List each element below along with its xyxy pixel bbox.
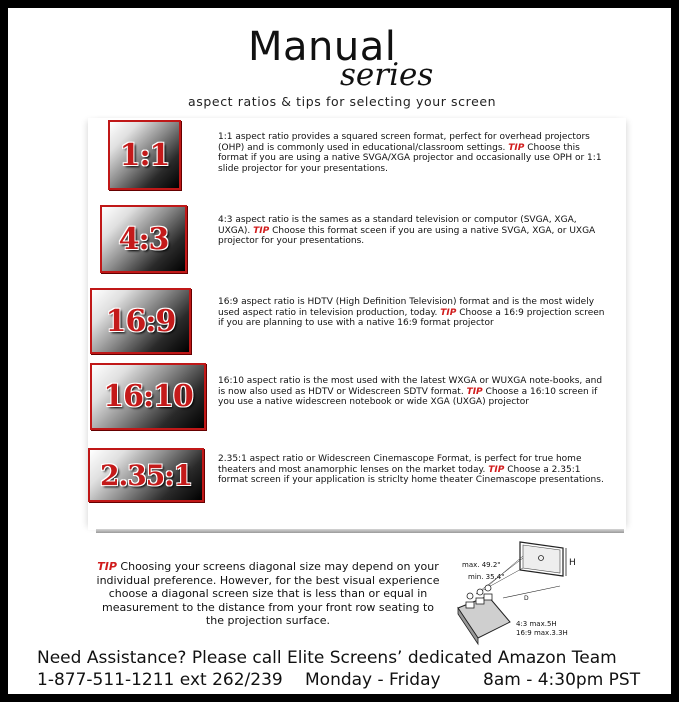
- tip-label: TIP: [253, 225, 270, 236]
- ratio-16-9-label: 16:9 max.3.3H: [516, 629, 568, 637]
- min-label: min. 35.4": [468, 573, 505, 581]
- distance-label: D: [524, 595, 529, 602]
- max-label: max. 49.2": [462, 561, 501, 569]
- screen-size-tip: [92, 560, 444, 628]
- page-title: Manual: [248, 24, 397, 70]
- ratio-description-4-3: [218, 215, 608, 247]
- badge-label: 2.35:1: [99, 458, 192, 492]
- badge-label: 16:10: [103, 379, 193, 414]
- ratio-text: 1:1 aspect ratio provides a squared screen format, perfect for overhead projectors (OHP) and is commonly used in educational/classroom settings.: [218, 132, 590, 153]
- tip-text: Choose this format if you are using a native SVGA/XGA projector and occasionally use OPH or 1:1 slide projector for your presentations.: [218, 142, 602, 174]
- badge-16-9: [90, 288, 191, 354]
- phone-number: 1-877-511-1211 ext 262/239: [37, 670, 283, 690]
- ratio-text: 2.35:1 aspect ratio or Widescreen Cinemascope Format, is perfect for true home theaters and most anamorphic lenses on the market today.: [218, 454, 582, 475]
- ratio-4-3-label: 4:3 max.5H: [516, 620, 557, 628]
- seating-distance-diagram-icon: [448, 538, 588, 648]
- badge-16-10: [90, 363, 206, 430]
- tip-label: TIP: [97, 560, 117, 573]
- badge-1-1: [108, 120, 181, 190]
- badge-4-3: [100, 205, 187, 273]
- business-hours: 8am - 4:30pm PST: [483, 670, 641, 690]
- manual-page: [8, 8, 671, 694]
- ratio-text: 16:10 aspect ratio is the most used with the latest WXGA or WUXGA note-books, and is now also used as HDTV or Widescreen SDTV format.: [218, 376, 603, 397]
- ratio-description-1-1: [218, 132, 608, 174]
- business-days: Monday - Friday: [305, 670, 441, 690]
- badge-2-35-1: [88, 448, 204, 502]
- ratio-description-2-35-1: [218, 454, 608, 486]
- assistance-line: Need Assistance? Please call Elite Screens’ dedicated Amazon Team: [37, 648, 617, 668]
- divider: [96, 529, 624, 533]
- series-script: series: [340, 57, 434, 93]
- ratio-description-16-9: [218, 297, 608, 329]
- ratio-description-16-10: [218, 376, 608, 408]
- tip-label: TIP: [488, 464, 505, 475]
- tip-text: Choosing your screens diagonal size may depend on your individual preference. However, for the best visual experience choose a diagonal screen size that is less than or equal in measurement to the distance from your front row seating to the projection surface.: [96, 560, 440, 627]
- tip-text: Choose this format sceen if you are using a native SVGA, XGA, or UXGA projector for your presentations.: [218, 225, 596, 247]
- page-subtitle: aspect ratios & tips for selecting your screen: [188, 94, 497, 109]
- ratio-text: 4:3 aspect ratio is the sames as a standard television or computor (SVGA, XGA, UXGA).: [218, 215, 577, 236]
- badge-label: 4:3: [118, 221, 169, 257]
- tip-text: Choose a 2.35:1 format screen if your application is striclty home theater Cinemascope presentations.: [218, 464, 604, 486]
- ratio-text: 16:9 aspect ratio is HDTV (High Definition Television) format and is the most widely used aspect ratio in television production, today.: [218, 297, 595, 318]
- height-label: H: [569, 558, 576, 568]
- tip-label: TIP: [508, 142, 525, 153]
- contact-details: [37, 670, 657, 690]
- tip-label: TIP: [440, 307, 457, 318]
- badge-label: 16:9: [105, 303, 176, 339]
- tip-label: TIP: [466, 386, 483, 397]
- tip-text: Choose a 16:9 projection screen if you are planning to use with a native 16:9 format projector: [218, 307, 605, 329]
- tip-text: Choose a 16:10 screen if you use a native widescreen notebook or wide XGA (UXGA) projector: [218, 386, 598, 408]
- badge-label: 1:1: [119, 137, 170, 173]
